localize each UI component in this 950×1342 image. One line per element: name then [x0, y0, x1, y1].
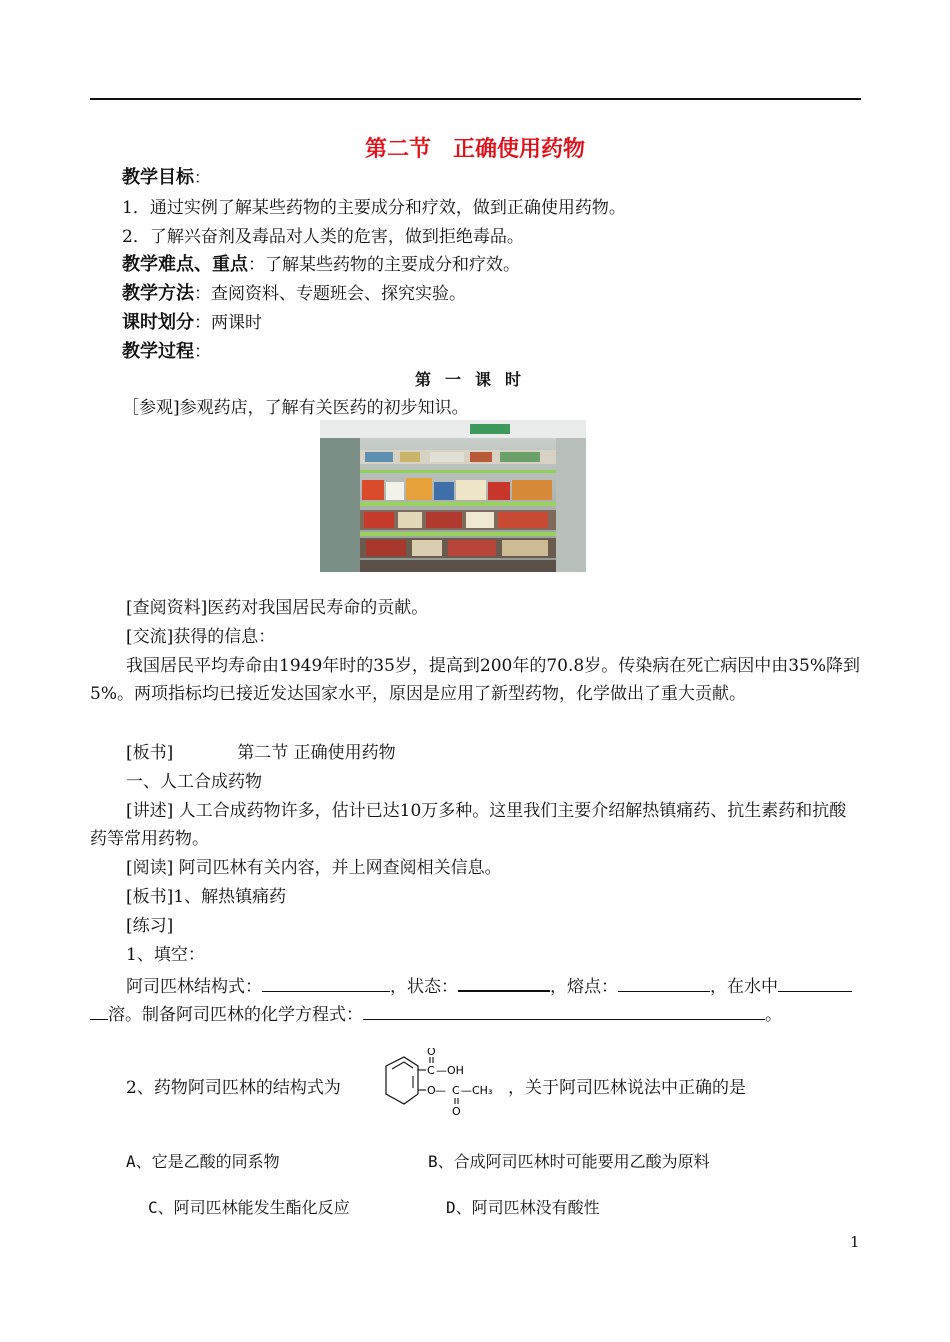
objectives-colon: ：	[194, 168, 211, 187]
structure-blank[interactable]	[262, 973, 390, 992]
equation-blank[interactable]	[363, 1001, 765, 1020]
objectives-heading	[122, 166, 210, 190]
svg-text:—: —	[435, 1084, 446, 1097]
practice-tag: [练习]	[126, 916, 174, 936]
q2-suffix: ，关于阿司匹林说法中正确的是	[508, 1078, 746, 1098]
mol-o-bottom: O	[452, 1105, 461, 1118]
lesson-heading: 第一课时	[414, 370, 535, 389]
mp-label: ，熔点：	[550, 977, 618, 997]
methods-text: ：查阅资料、专题班会、探究实验。	[194, 284, 466, 304]
dissolve-label: 溶。制备阿司匹林的化学方程式：	[108, 1005, 363, 1025]
fill-heading: 1、填空：	[126, 945, 205, 965]
fill-end: 。	[765, 1005, 782, 1025]
structure-label: 阿司匹林结构式：	[126, 977, 262, 997]
objective-1: 1．通过实例了解某些药物的主要成分和疗效，做到正确使用药物。	[122, 198, 626, 218]
mp-blank[interactable]	[618, 973, 710, 992]
research-line: [查阅资料]医药对我国居民寿命的贡献。	[126, 598, 429, 618]
water-blank-cont[interactable]	[90, 1001, 108, 1020]
choice-c: C、阿司匹林能发生酯化反应	[148, 1198, 350, 1217]
periods	[122, 311, 262, 335]
mol-ch3: —CH₃	[461, 1084, 493, 1097]
key-points	[122, 253, 520, 277]
exchange-line: [交流]获得的信息：	[126, 627, 276, 647]
periods-text: ：两课时	[194, 313, 262, 333]
visit-line: ［参观]参观药店，了解有关医药的初步知识。	[122, 398, 469, 418]
water-label: ，在水中	[710, 977, 778, 997]
periods-label: 课时划分	[122, 312, 194, 333]
key-points-text: ：了解某些药物的主要成分和疗效。	[248, 255, 520, 275]
objectives-label: 教学目标	[122, 167, 194, 188]
choice-b: B、合成阿司匹林时可能要用乙酸为原料	[428, 1152, 710, 1171]
mol-c1: C	[427, 1064, 435, 1077]
q2-prefix: 2、药物阿司匹林的结构式为	[126, 1078, 341, 1098]
board-text: 第二节 正确使用药物	[237, 743, 396, 763]
process-colon: ：	[194, 342, 211, 362]
board-line-1	[126, 741, 396, 765]
objective-2: 2．了解兴奋剂及毒品对人类的危害，做到拒绝毒品。	[122, 227, 524, 247]
fill-line-2	[90, 1001, 782, 1027]
state-blank[interactable]	[458, 972, 550, 992]
choice-d: D、阿司匹林没有酸性	[446, 1198, 600, 1217]
reading-line: [阅读] 阿司匹林有关内容，并上网查阅相关信息。	[126, 858, 502, 878]
process-label: 教学过程	[122, 341, 194, 362]
board-line-2: [板书]1、解热镇痛药	[126, 887, 287, 907]
state-label: ，状态：	[390, 977, 458, 997]
board-tag: [板书]	[126, 743, 174, 763]
methods-label: 教学方法	[122, 283, 194, 304]
header-rule	[90, 98, 861, 100]
mol-c2: C	[452, 1084, 460, 1097]
section-heading-1: 一、人工合成药物	[126, 772, 262, 792]
fill-line-1	[126, 972, 852, 999]
aspirin-structure	[376, 1048, 500, 1124]
mol-oh: —OH	[436, 1064, 464, 1077]
methods	[122, 282, 466, 306]
choice-a: A、它是乙酸的同系物	[126, 1152, 280, 1171]
page-title: 第二节 正确使用药物	[364, 137, 585, 162]
process-heading	[122, 340, 211, 364]
key-points-label: 教学难点、重点	[122, 254, 248, 275]
page-number: 1	[850, 1233, 860, 1251]
info-paragraph: 我国居民平均寿命由1949年时的35岁，提高到200年的70.8岁。传染病在死亡病因中由35%降到5%。两项指标均已接近发达国家水平，原因是应用了新型药物，化学做出了重大贡献。	[90, 656, 860, 704]
pharmacy-photo	[320, 420, 586, 572]
lecture-paragraph: [讲述] 人工合成药物许多，估计已达10万多种。这里我们主要介绍解热镇痛药、抗生素药和抗酸药等常用药物。	[90, 801, 847, 849]
mol-o-top: O	[427, 1048, 436, 1058]
water-blank[interactable]	[778, 973, 852, 992]
mol-o-ring: O	[427, 1084, 436, 1097]
